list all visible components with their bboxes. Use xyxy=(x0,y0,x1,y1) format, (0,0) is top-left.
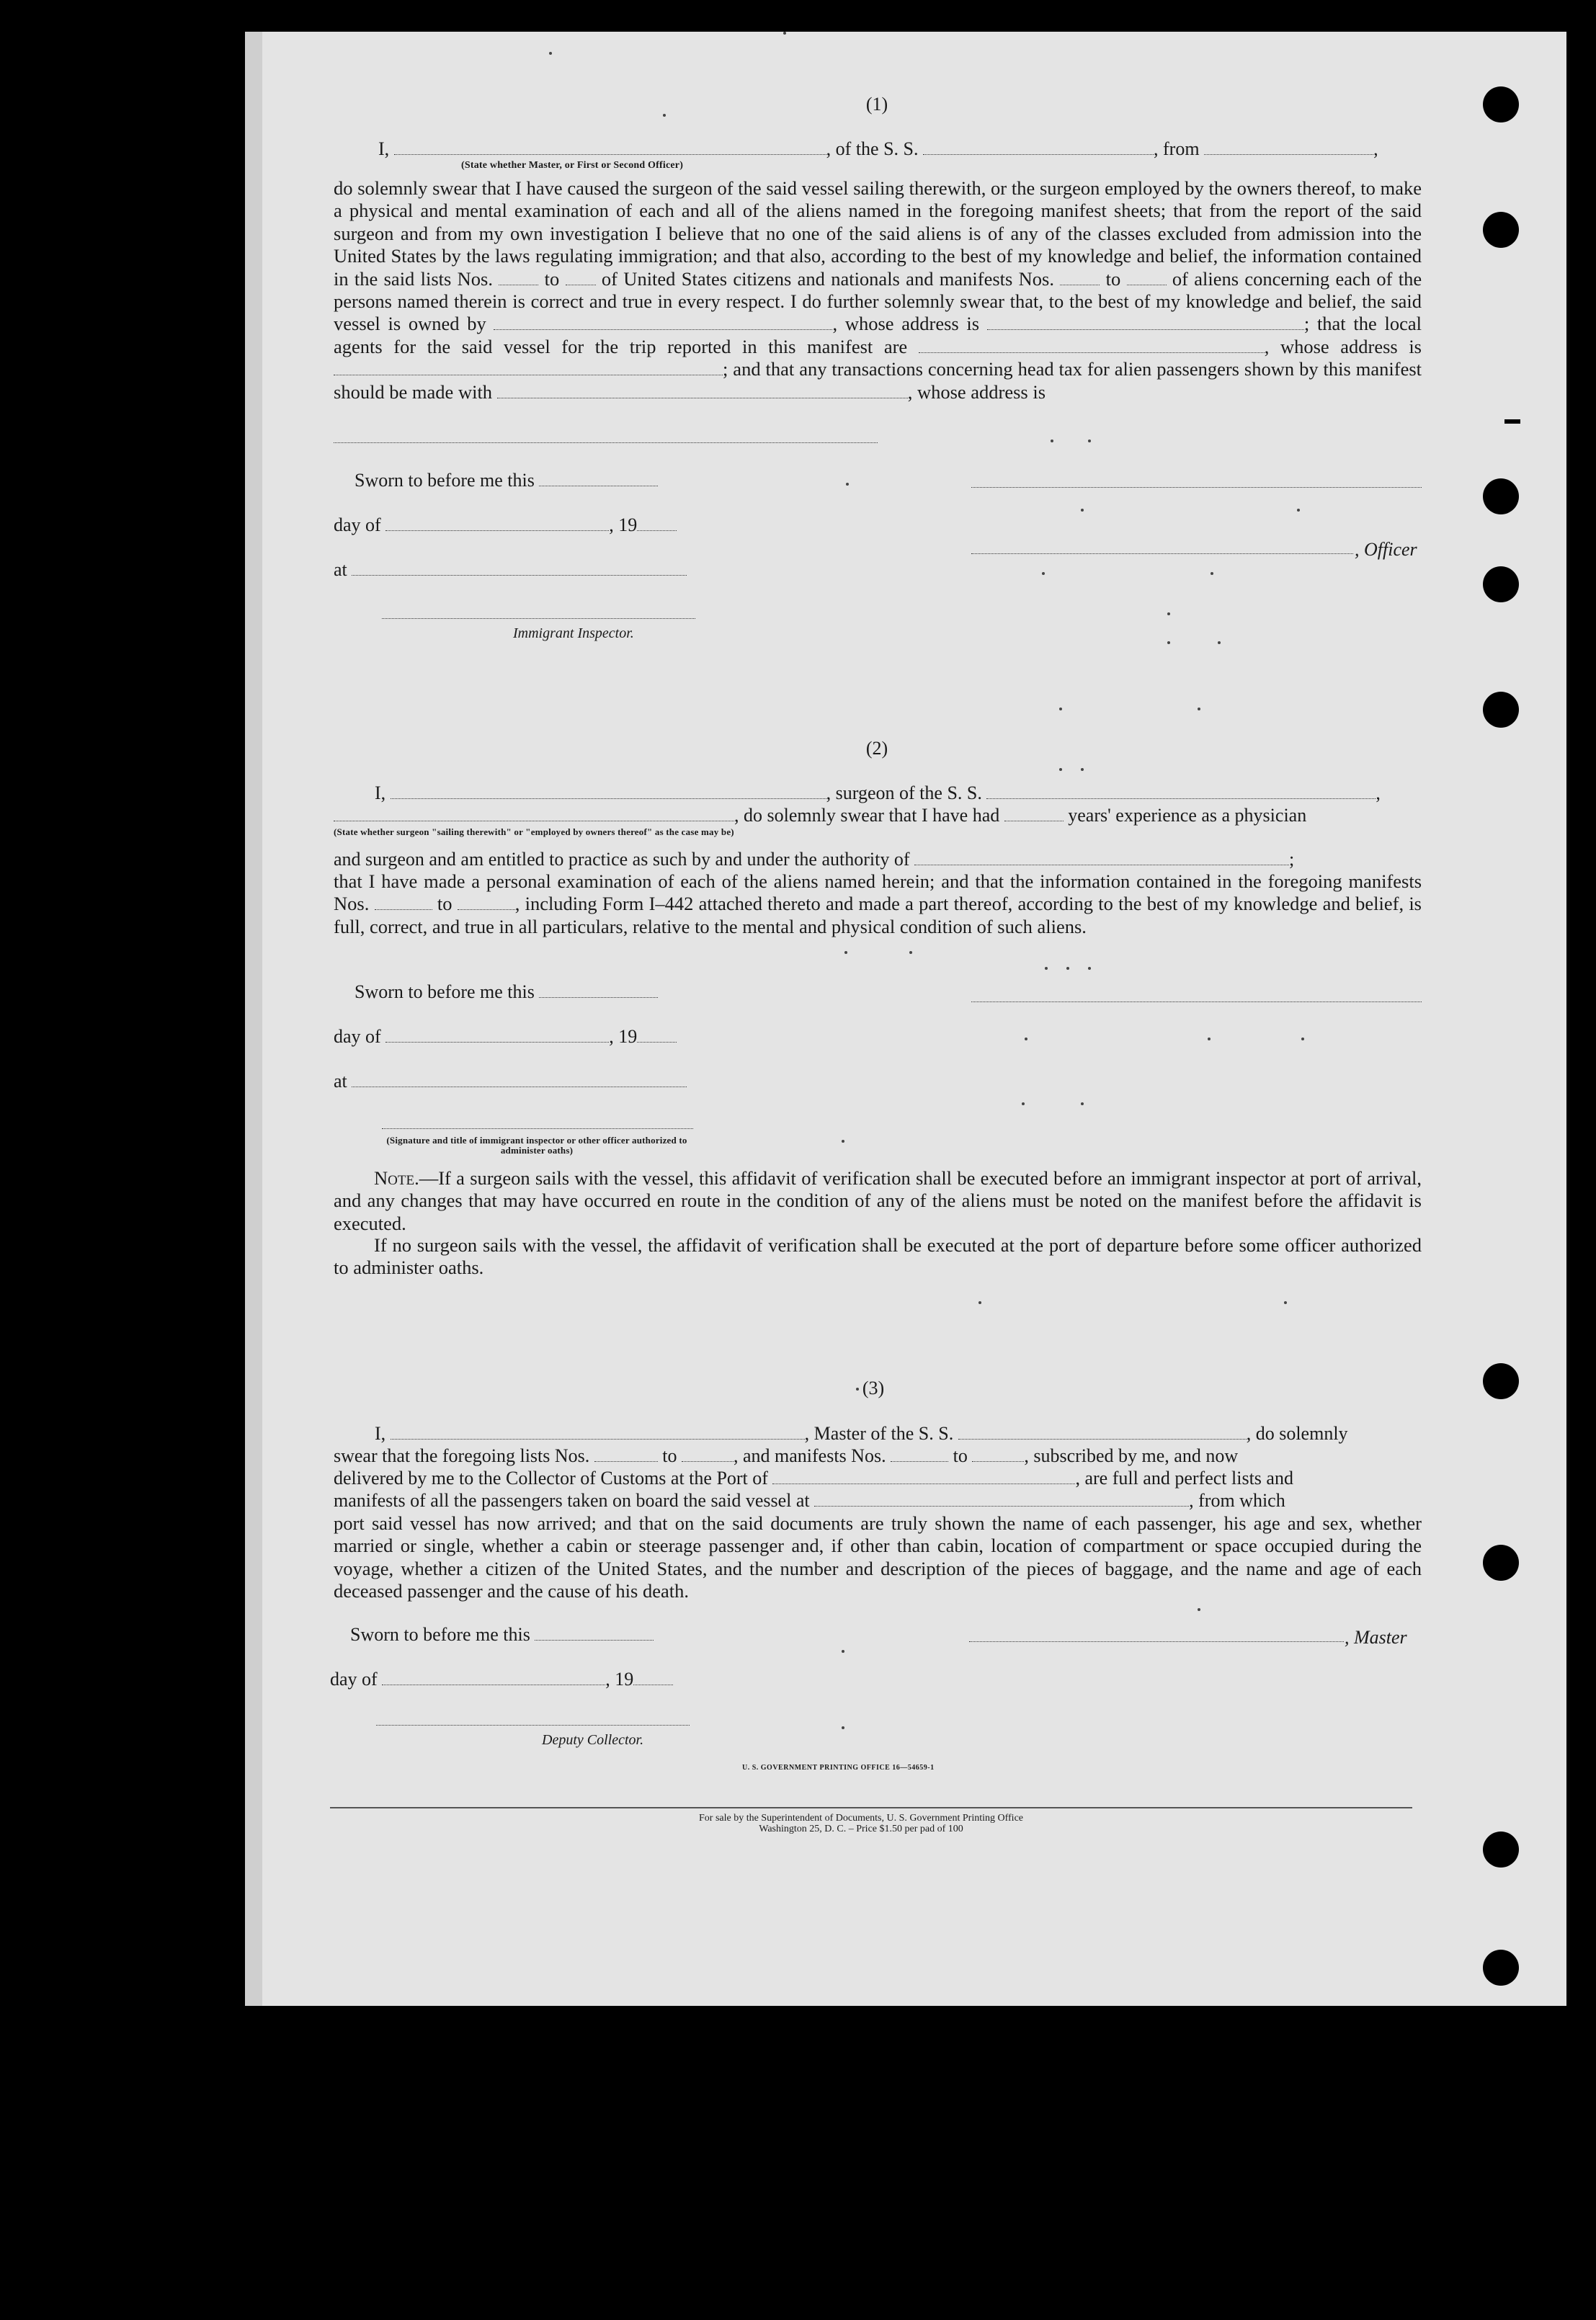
inspector-label: Immigrant Inspector. xyxy=(513,625,634,641)
at-field[interactable] xyxy=(352,1071,687,1087)
scan-speck xyxy=(1198,1608,1200,1611)
section2-paragraph: that I have made a personal examination of each of the aliens named herein; and that the information contained in the foregoing manifests Nos. to , including Form I–442 attached thereto and made a part thereof, according to the best of my knowledge and belief, is full, correct, and true in all particulars, relative to the mental and physical condition of such aliens. xyxy=(334,870,1422,937)
scan-speck xyxy=(1081,768,1084,771)
collector-signature-line[interactable] xyxy=(376,1725,690,1726)
manifests-from-field[interactable] xyxy=(375,893,432,910)
day-row: day of , 19 xyxy=(334,1026,677,1048)
manifests-from-field[interactable] xyxy=(1060,269,1100,285)
officer-signature-line-1[interactable] xyxy=(971,487,1422,488)
punch-hole xyxy=(1483,1832,1519,1868)
master-field[interactable] xyxy=(394,138,826,155)
scan-speck xyxy=(842,1726,844,1729)
printing-office-line: U. S. GOVERNMENT PRINTING OFFICE 16—54659-1 xyxy=(742,1764,935,1772)
scan-speck xyxy=(549,52,552,55)
punch-hole xyxy=(1483,566,1519,602)
section-number: (1) xyxy=(865,94,888,115)
sworn-date-field[interactable] xyxy=(535,1624,654,1641)
day-field[interactable] xyxy=(382,1669,605,1685)
scan-speck xyxy=(1059,768,1062,771)
note-paragraph: Note.—If a surgeon sails with the vessel, this affidavit of verification shall be executed before an immigrant inspector at port of arrival, and any changes that may have occurred en route in the condition of any of the aliens must be noted on the manifest before the affidavit is executed. xyxy=(334,1167,1422,1234)
scan-speck xyxy=(1022,1102,1025,1105)
inspector-signature-line[interactable] xyxy=(382,618,695,619)
manifests-to-field[interactable] xyxy=(1127,269,1167,285)
sworn-row: Sworn to before me this xyxy=(350,1624,654,1646)
master-caption: (State whether Master, or First or Second Officer) xyxy=(461,160,684,171)
head-tax-contact-field[interactable] xyxy=(497,382,908,398)
section-number: (2) xyxy=(865,738,888,759)
officer-signature-line-2[interactable] xyxy=(971,553,1353,554)
years-field[interactable] xyxy=(1004,805,1064,821)
departure-port-field[interactable] xyxy=(814,1490,1189,1507)
year-field[interactable] xyxy=(637,514,677,531)
lists-to-field[interactable] xyxy=(682,1445,734,1462)
surgeon-ship-field[interactable] xyxy=(986,782,1376,799)
scan-speck xyxy=(1059,708,1062,710)
scan-speck xyxy=(1218,641,1221,644)
scan-speck xyxy=(842,1650,844,1653)
officer-label: , Officer xyxy=(1355,539,1417,560)
at-row: at xyxy=(334,559,687,581)
lists-from-field[interactable] xyxy=(594,1445,658,1462)
page-edge xyxy=(245,32,262,2006)
year-field[interactable] xyxy=(637,1026,677,1043)
at-field[interactable] xyxy=(352,559,687,576)
scan-speck xyxy=(1284,1301,1287,1304)
scan-speck xyxy=(1198,708,1200,710)
manifests-to-field[interactable] xyxy=(972,1445,1024,1462)
sale-line-1: For sale by the Superintendent of Documents, U. S. Government Printing Office xyxy=(699,1813,1023,1824)
section1-line1: I, , of the S. S. , from , xyxy=(378,138,1378,159)
scan-speck xyxy=(1042,572,1045,575)
edge-mark xyxy=(1504,419,1520,424)
master-signature-line[interactable] xyxy=(969,1641,1344,1642)
scan-speck xyxy=(1051,440,1053,442)
scan-speck xyxy=(1066,967,1069,970)
surgeon-caption: (State whether surgeon "sailing therewith" or "employed by owners thereof" as the case may be) xyxy=(334,826,734,837)
deputy-collector-label: Deputy Collector. xyxy=(542,1732,644,1748)
scan-speck xyxy=(909,951,912,954)
section2-line1: I, , surgeon of the S. S. , xyxy=(375,782,1381,803)
day-field[interactable] xyxy=(385,514,609,531)
scan-speck xyxy=(978,1301,981,1304)
sworn-date-field[interactable] xyxy=(539,470,658,486)
scan-speck xyxy=(844,951,847,954)
lists-to-field[interactable] xyxy=(566,269,596,285)
section3-line3: delivered by me to the Collector of Customs at the Port of , are full and perfect lists and xyxy=(334,1468,1293,1489)
scan-speck xyxy=(1208,1038,1211,1040)
owner-address-field[interactable] xyxy=(987,313,1304,330)
scan-speck xyxy=(1081,509,1084,512)
section3-line4: manifests of all the passengers taken on board the said vessel at , from which xyxy=(334,1490,1285,1511)
section1-paragraph: do solemnly swear that I have caused the surgeon of the said vessel sailing therewith, or the surgeon employed by the owners thereof, to make a physical and mental examination of each and all of the aliens named in the foregoing manifest sheets; that from the report of the said surgeon and from my own investigation I believe that no one of the said aliens is of any of the classes excluded from admission into the United States by the laws regulating immigration; and that also, according to the best of my knowledge and belief, the information contained in the said lists Nos. to of United States citizens and nationals and manifests Nos. to of aliens concerning each of the persons named therein is correct and true in every respect. I do further solemnly swear that, to the best of my knowledge and belief, the said vessel is owned by , whose address is ; that the local agents for the said vessel for the trip reported in this manifest are , whose address is ; and that any transactions concerning head tax for alien passengers shown by this manifest should be made with , whose address is xyxy=(334,177,1422,403)
scan-speck xyxy=(1025,1038,1027,1040)
at-row: at xyxy=(334,1071,687,1092)
punch-hole xyxy=(1483,692,1519,728)
local-agents-field[interactable] xyxy=(919,336,1265,353)
punch-hole xyxy=(1483,1545,1519,1581)
scan-speck xyxy=(846,483,849,486)
surgeon-status-field[interactable] xyxy=(334,805,734,821)
sworn-row: Sworn to before me this xyxy=(355,981,658,1003)
agents-address-field[interactable] xyxy=(334,359,723,375)
authority-field[interactable] xyxy=(914,849,1289,865)
section2-line2: , do solemnly swear that I have had years' experience as a physician xyxy=(334,805,1306,826)
inspector-signature-line[interactable] xyxy=(382,1128,693,1129)
scan-speck xyxy=(783,32,786,35)
section3-paragraph: port said vessel has now arrived; and that on the said documents are truly shown the name of each passenger, his age and sex, whether married or single, whether a cabin or steerage passenger and, if other than cabin, location of compartment or space occupied during the voyage, whether a citizen of the United States, and the number and description of the pieces of baggage, and the name and age of each deceased passenger and the cause of his death. xyxy=(334,1512,1422,1602)
manifests-to-field[interactable] xyxy=(458,893,515,910)
scan-speck xyxy=(856,1388,859,1391)
scan-speck xyxy=(1167,641,1170,644)
scan-speck xyxy=(663,114,666,117)
ship-name-field[interactable] xyxy=(923,138,1154,155)
section3-line1: I, , Master of the S. S. , do solemnly xyxy=(375,1423,1348,1444)
note-paragraph-2: If no surgeon sails with the vessel, the affidavit of verification shall be executed at the port of departure before some officer authorized to administer oaths. xyxy=(334,1234,1422,1279)
port-field[interactable] xyxy=(772,1468,1075,1484)
scan-speck xyxy=(1167,612,1170,615)
from-port-field[interactable] xyxy=(1204,138,1373,155)
punch-hole xyxy=(1483,86,1519,122)
signature-caption: (Signature and title of immigrant inspector or other officer authorized to administer oaths) xyxy=(386,1135,687,1156)
scan-speck xyxy=(1088,967,1091,970)
surgeon-name-field[interactable] xyxy=(391,782,826,799)
footer-rule xyxy=(330,1807,1412,1808)
day-row: day of , 19 xyxy=(330,1669,673,1690)
manifests-from-field[interactable] xyxy=(891,1445,948,1462)
scan-speck xyxy=(842,1140,844,1143)
sworn-row: Sworn to before me this xyxy=(355,470,658,491)
scan-speck xyxy=(1301,1038,1304,1040)
punch-hole xyxy=(1483,212,1519,248)
day-field[interactable] xyxy=(385,1026,609,1043)
sworn-date-field[interactable] xyxy=(539,981,658,998)
lists-from-field[interactable] xyxy=(499,269,538,285)
scan-speck xyxy=(1045,967,1048,970)
scan-speck xyxy=(1211,572,1213,575)
day-row: day of , 19 xyxy=(334,514,677,536)
address-continuation-line[interactable] xyxy=(334,442,878,443)
sale-line-2: Washington 25, D. C. – Price $1.50 per pad of 100 xyxy=(759,1824,963,1834)
scan-speck xyxy=(1297,509,1300,512)
punch-hole xyxy=(1483,1950,1519,1986)
surgeon-signature-line[interactable] xyxy=(971,1001,1422,1002)
master-name-field[interactable] xyxy=(391,1423,805,1440)
scan-speck xyxy=(1088,440,1091,442)
master-label: , Master xyxy=(1345,1627,1407,1648)
punch-hole xyxy=(1483,1363,1519,1399)
authority-row: and surgeon and am entitled to practice as such by and under the authority of ; xyxy=(334,849,1295,870)
owner-field[interactable] xyxy=(494,313,832,330)
ship-name-field[interactable] xyxy=(958,1423,1247,1440)
year-field[interactable] xyxy=(633,1669,673,1685)
section-number: (3) xyxy=(862,1378,885,1398)
punch-hole xyxy=(1483,478,1519,514)
section3-line2: swear that the foregoing lists Nos. to , and manifests Nos. to , subscribed by me, and now xyxy=(334,1445,1239,1466)
scan-speck xyxy=(1081,1102,1084,1105)
